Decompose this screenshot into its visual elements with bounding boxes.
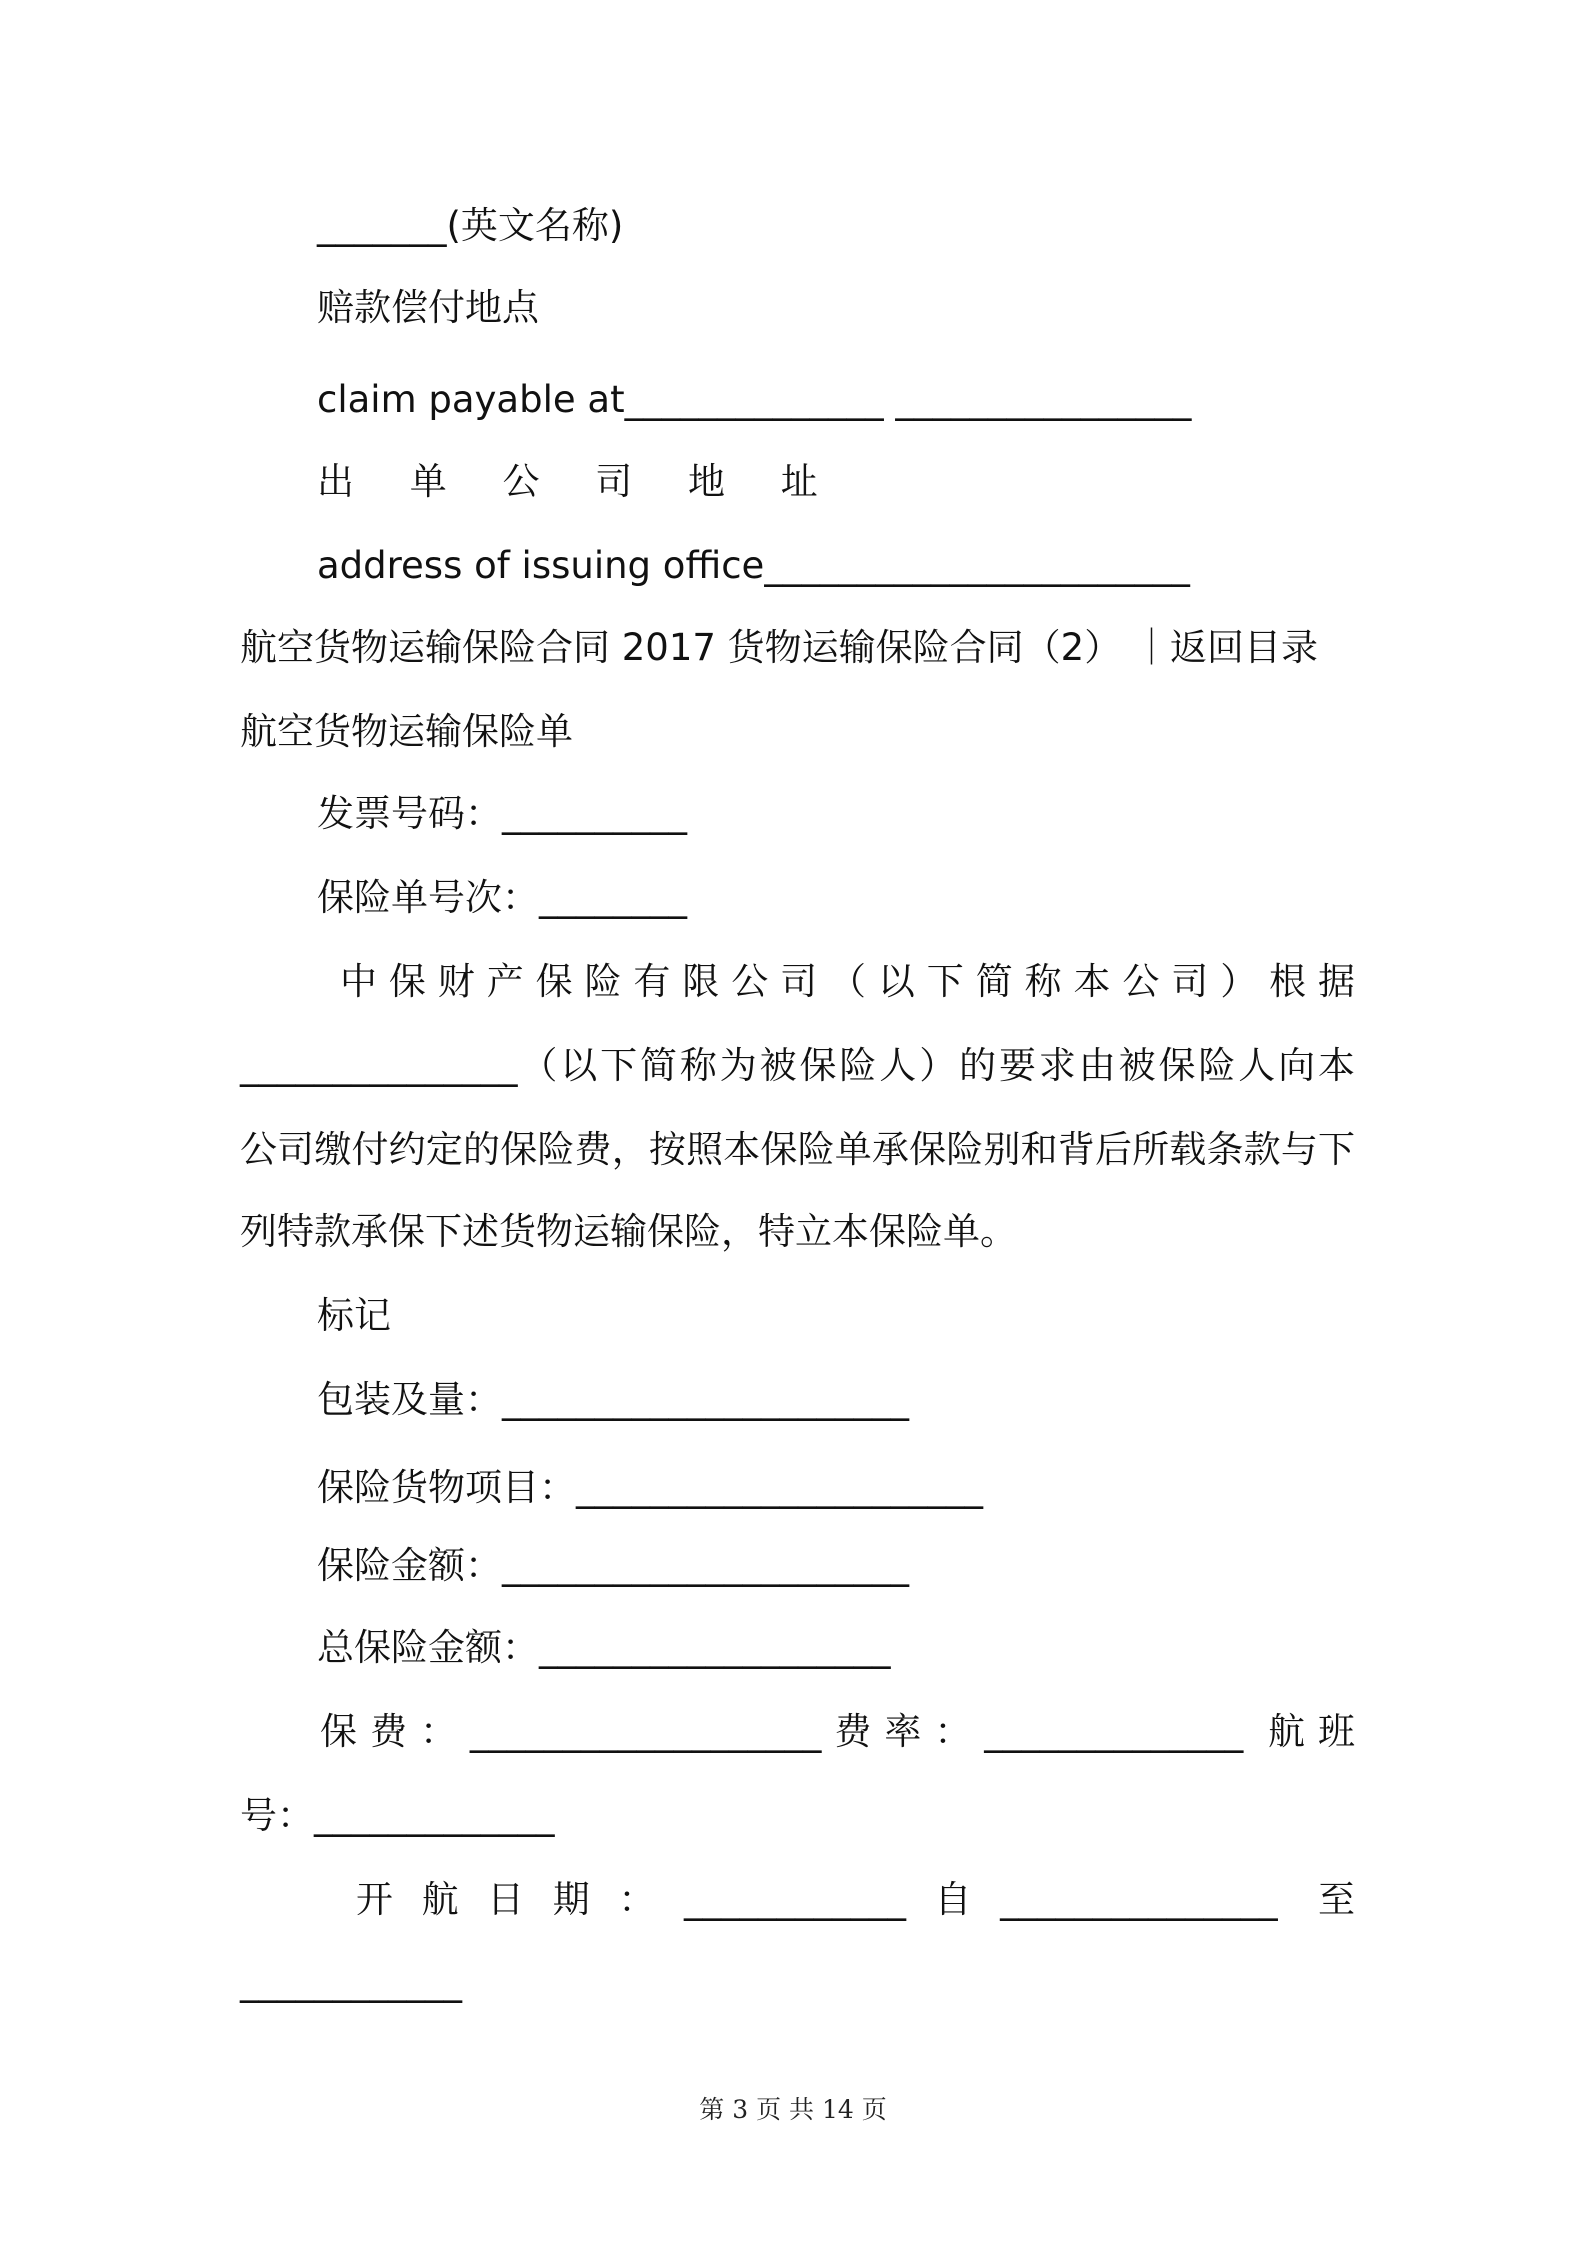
issuing-office-en-line: address of issuing office_______________________ — [317, 544, 1190, 587]
section-link[interactable]: 航空货物运输保险合同 2017 货物运输保险合同（2） ｜返回目录 — [240, 626, 1318, 669]
insured-amount-line: 保险金额：______________________ — [317, 1544, 909, 1587]
intro-paragraph-line-4: 列特款承保下述货物运输保险，特立本保险单。 — [240, 1210, 1017, 1253]
total-insured-amount-line: 总保险金额：___________________ — [317, 1626, 891, 1669]
intro-paragraph-line-2: _______________（以下简称为被保险人）的要求由被保险人向本 — [240, 1044, 1355, 1087]
intro-paragraph-line-1: 中保财产保险有限公司（以下简称本公司）根据 — [340, 960, 1355, 1003]
sailing-date-line-2: ____________ — [240, 1960, 462, 2003]
premium-line-2: 号：_____________ — [240, 1794, 555, 1837]
marks-label: 标记 — [317, 1294, 391, 1337]
insured-goods-line: 保险货物项目：______________________ — [317, 1466, 983, 1509]
claim-place-cn: 赔款偿付地点 — [317, 286, 539, 329]
invoice-number-line: 发票号码：__________ — [317, 792, 687, 835]
issuing-office-cn: 出 单 公 司 地 址 — [317, 460, 840, 503]
sailing-date-line-1: 开航日期：____________自_______________ 至 — [356, 1878, 1355, 1921]
intro-paragraph-line-3: 公司缴付约定的保险费，按照本保险单承保险别和背后所载条款与下 — [240, 1128, 1355, 1171]
english-name-line: _______(英文名称) — [317, 204, 624, 247]
claim-payable-at-line: claim payable at______________ ________________ — [317, 378, 1192, 421]
premium-line-1: 保费：___________________费率：______________ 航班 — [320, 1710, 1355, 1753]
packing-quantity-line: 包装及量：______________________ — [317, 1378, 909, 1421]
policy-number-line: 保险单号次：________ — [317, 876, 687, 919]
page-footer: 第 3 页 共 14 页 — [699, 2095, 887, 2124]
policy-title: 航空货物运输保险单 — [240, 710, 573, 753]
